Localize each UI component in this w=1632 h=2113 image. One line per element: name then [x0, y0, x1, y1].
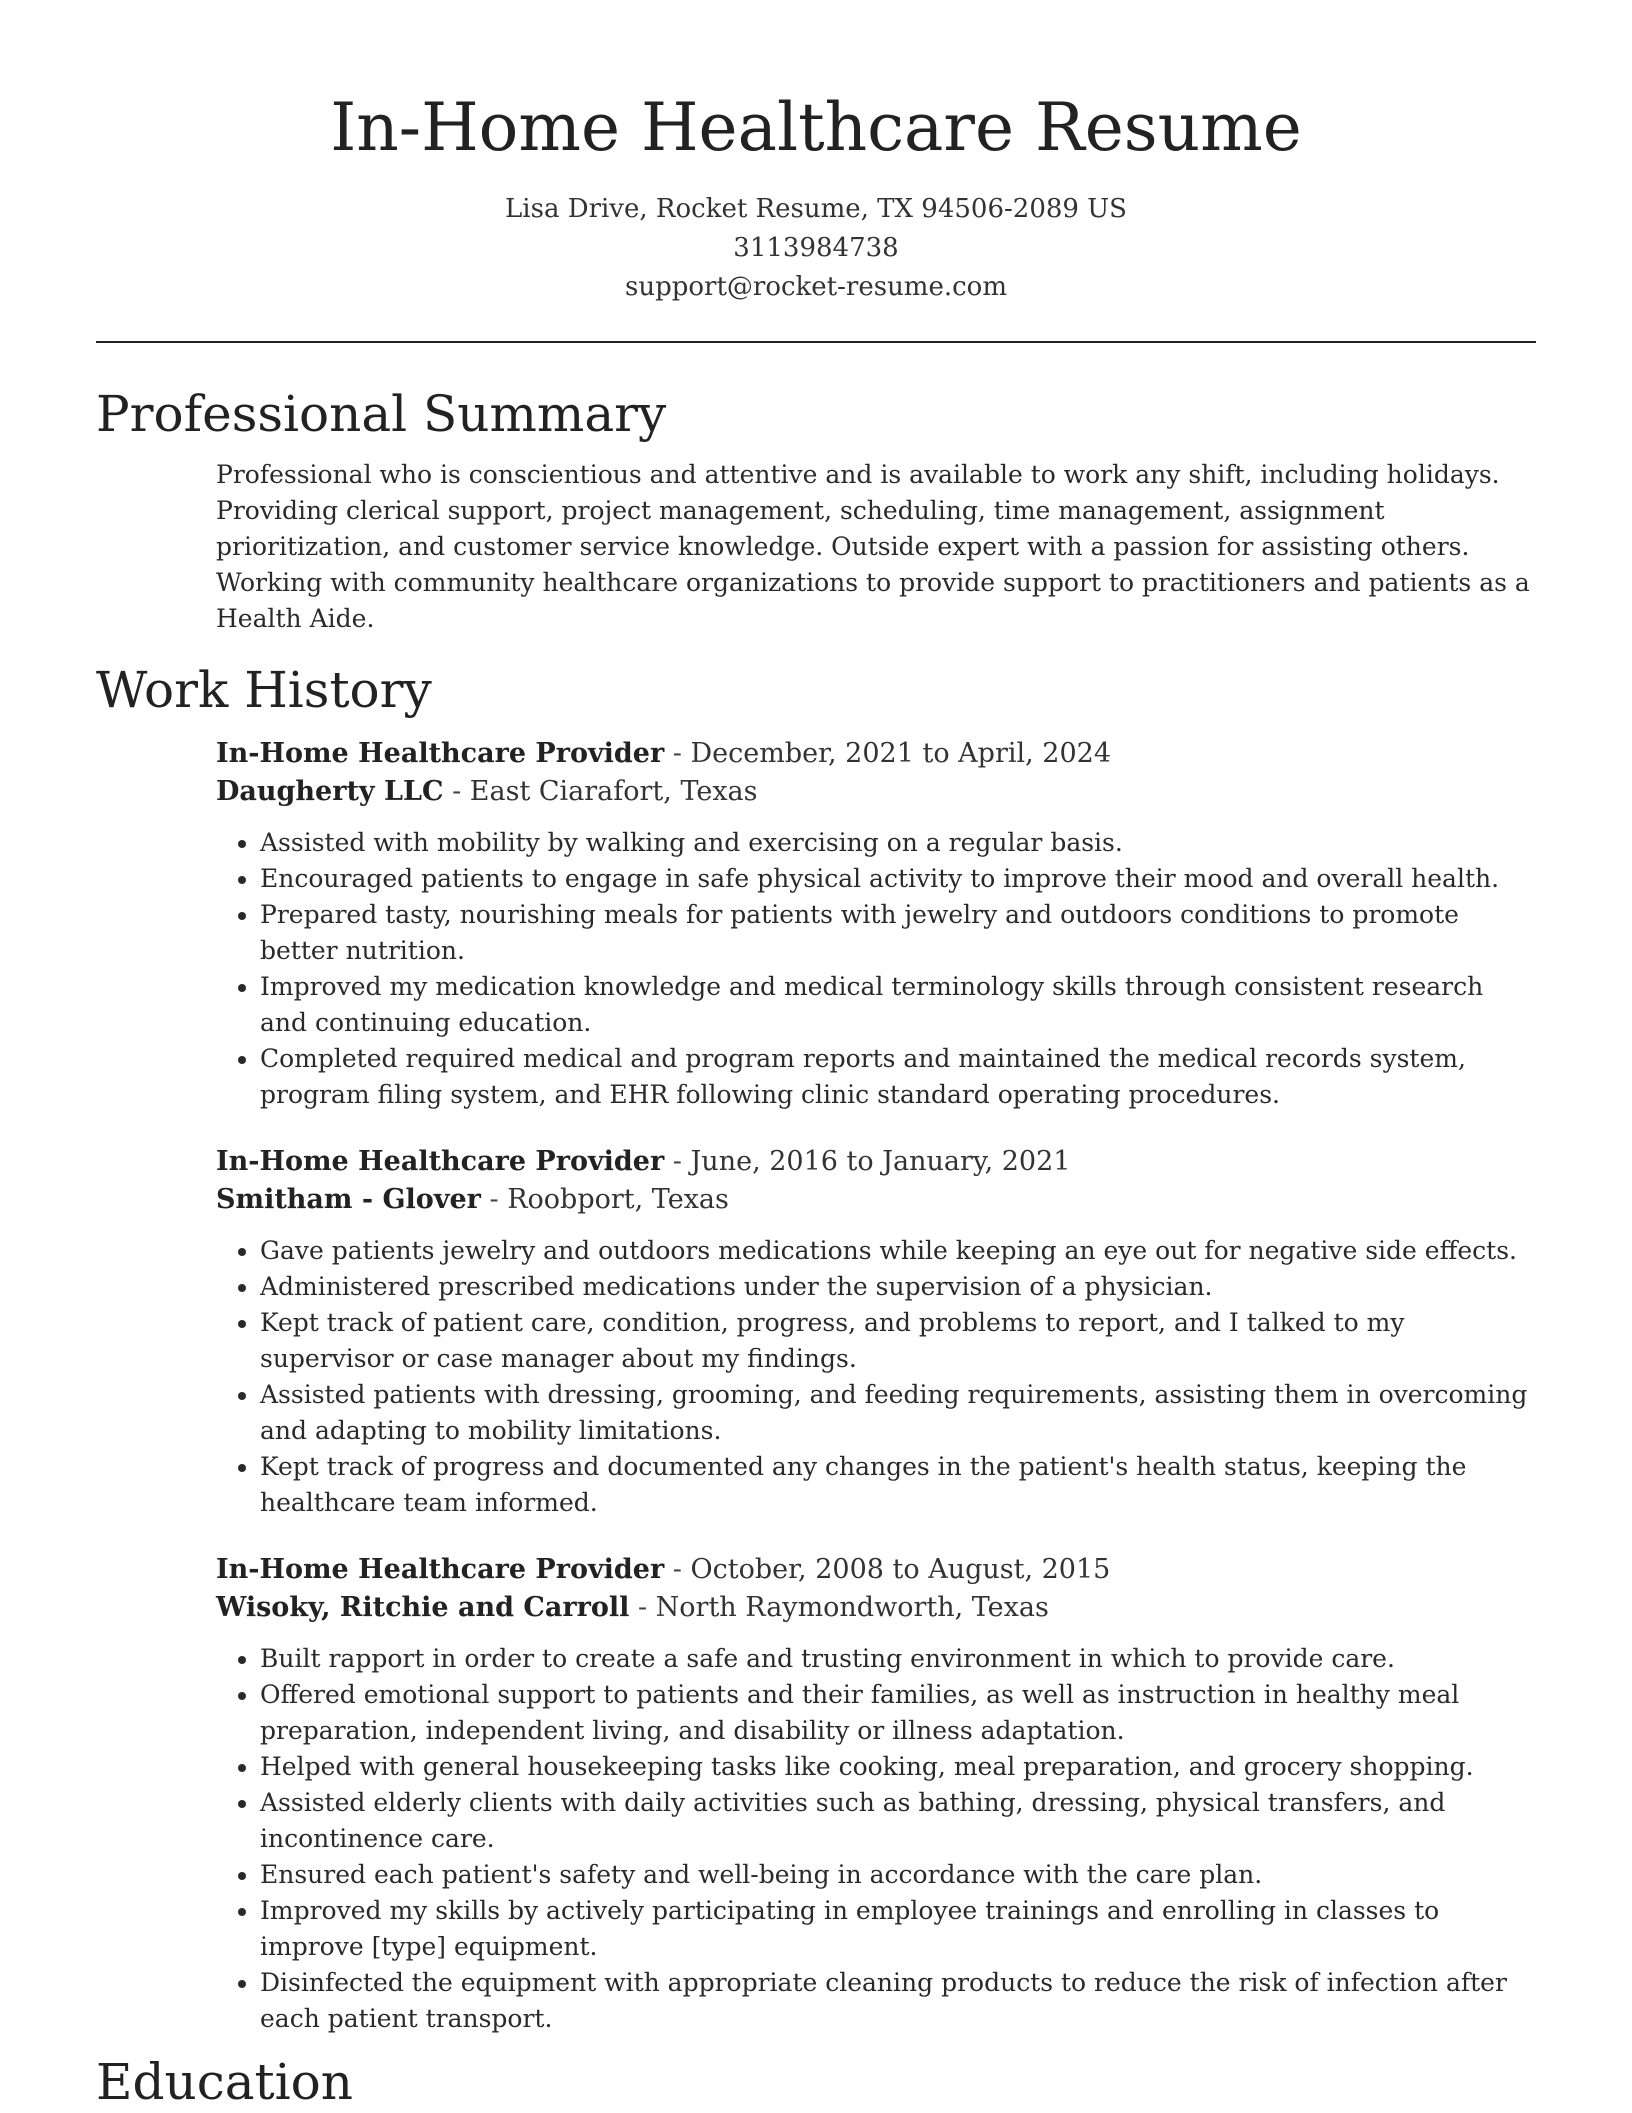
separator: - — [664, 1554, 691, 1585]
separator: - — [629, 1592, 656, 1623]
summary-heading: Professional Summary — [96, 385, 667, 443]
job-entry — [216, 1143, 1536, 1521]
education-heading: Education — [96, 2053, 353, 2111]
contact-info — [0, 190, 1632, 307]
contact-email: support@rocket-resume.com — [624, 272, 1007, 302]
job-dates: December, 2021 to April, 2024 — [690, 738, 1112, 769]
list-item: • Improved my medication knowledge and medical terminology skills through consistent research and continuing education. — [260, 969, 1536, 1041]
summary-section — [0, 383, 1632, 637]
list-item: • Improved my skills by actively participating in employee trainings and enrolling in classes to improve [type] equipment. — [260, 1893, 1536, 1965]
work-history-heading: Work History — [96, 661, 432, 719]
job-company: Daugherty LLC — [216, 776, 444, 807]
work-history-section — [0, 659, 1632, 2037]
list-item: • Gave patients jewelry and outdoors medications while keeping an eye out for negative side effects. — [260, 1233, 1536, 1269]
job-bullets — [216, 1641, 1536, 2037]
list-item: • Assisted with mobility by walking and exercising on a regular basis. — [260, 825, 1536, 861]
list-item: • Kept track of patient care, condition, progress, and problems to report, and I talked to my supervisor or case manager about my findings. — [260, 1305, 1536, 1377]
job-title-line — [216, 1551, 1536, 1589]
job-location: East Ciarafort, Texas — [469, 776, 758, 807]
list-item: • Assisted elderly clients with daily activities such as bathing, dressing, physical transfers, and incontinence care. — [260, 1785, 1536, 1857]
list-item: • Ensured each patient's safety and well-being in accordance with the care plan. — [260, 1857, 1536, 1893]
summary-text: Professional who is conscientious and attentive and is available to work any shift, including holidays. Providing clerical support, project management, scheduling, time management, assignment prioritization, and customer service knowledge. Outside expert with a passion for assisting others. Working with community healthcare organizations to provide support to practitioners and patients as a Health Aide. — [216, 460, 1530, 633]
list-item: • Encouraged patients to engage in safe physical activity to improve their mood and overall health. — [260, 861, 1536, 897]
separator: - — [480, 1184, 508, 1215]
job-title-line — [216, 1143, 1536, 1181]
list-item: • Assisted patients with dressing, grooming, and feeding requirements, assisting them in overcoming and adapting to mobility limitations. — [260, 1377, 1536, 1449]
list-item: • Built rapport in order to create a safe and trusting environment in which to provide care. — [260, 1641, 1536, 1677]
list-item: • Offered emotional support to patients and their families, as well as instruction in healthy meal preparation, independent living, and disability or illness adaptation. — [260, 1677, 1536, 1749]
job-title-line — [216, 735, 1536, 773]
job-role: In-Home Healthcare Provider — [216, 1146, 665, 1177]
list-item: • Administered prescribed medications under the supervision of a physician. — [260, 1269, 1536, 1305]
separator: - — [443, 776, 470, 807]
job-location: North Raymondworth, Texas — [655, 1592, 1049, 1623]
job-entry — [216, 1551, 1536, 2037]
header-divider — [96, 341, 1536, 343]
job-dates: June, 2016 to January, 2021 — [690, 1146, 1071, 1177]
list-item: • Helped with general housekeeping tasks like cooking, meal preparation, and grocery shopping. — [260, 1749, 1536, 1785]
contact-phone: 3113984738 — [733, 233, 899, 263]
list-item: • Disinfected the equipment with appropriate cleaning products to reduce the risk of infection after each patient transport. — [260, 1965, 1536, 2037]
list-item: • Completed required medical and program reports and maintained the medical records system, program filing system, and EHR following clinic standard operating procedures. — [260, 1041, 1536, 1113]
job-bullets — [216, 1233, 1536, 1521]
resume-header — [0, 0, 1632, 307]
job-role: In-Home Healthcare Provider — [216, 738, 665, 769]
job-dates: October, 2008 to August, 2015 — [690, 1554, 1111, 1585]
job-company: Wisoky, Ritchie and Carroll — [216, 1592, 630, 1623]
separator: - — [664, 738, 691, 769]
job-role: In-Home Healthcare Provider — [216, 1554, 665, 1585]
job-company-line — [216, 1181, 1536, 1219]
job-company-line — [216, 1589, 1536, 1627]
job-location: Roobport, Texas — [507, 1184, 729, 1215]
resume-title: In-Home Healthcare Resume — [330, 89, 1302, 166]
list-item: • Kept track of progress and documented any changes in the patient's health status, keeping the healthcare team informed. — [260, 1449, 1536, 1521]
job-company: Smitham - Glover — [216, 1184, 481, 1215]
contact-address: Lisa Drive, Rocket Resume, TX 94506-2089 US — [505, 194, 1127, 224]
job-entry — [216, 735, 1536, 1113]
separator: - — [664, 1146, 691, 1177]
list-item: • Prepared tasty, nourishing meals for patients with jewelry and outdoors conditions to promote better nutrition. — [260, 897, 1536, 969]
job-bullets — [216, 825, 1536, 1113]
education-section — [0, 2051, 1632, 2113]
job-company-line — [216, 773, 1536, 811]
